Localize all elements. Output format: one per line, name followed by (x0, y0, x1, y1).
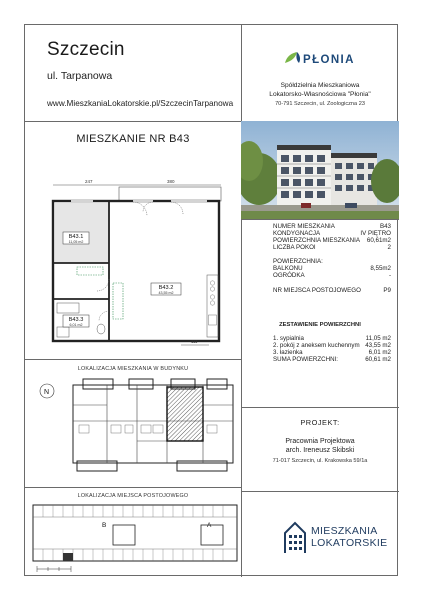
info-value-balkon: 8,55m2 (370, 265, 391, 272)
summary-label-2: 2. pokój z aneksem kuchennym (273, 342, 360, 349)
info-label-numer: NUMER MIESZKANIA (273, 223, 335, 230)
room-area-sypialnia: 11,05 m2 (68, 240, 84, 244)
floor-plan (41, 179, 231, 349)
caption-parking: LOKALIZACJA MIEJSCA POSTOJOWEGO (77, 493, 189, 499)
logo-text: PŁONIA (303, 54, 355, 66)
info-value-powierzchnia: 60,61m2 (366, 237, 391, 244)
info-label-kondygnacja: KONDYGNACJA (273, 230, 321, 237)
summary-label-total: SUMA POWIERZCHNI: (273, 356, 338, 363)
room-area-lazienka: 6,01 m2 (69, 323, 83, 327)
cooperative-name (241, 81, 399, 99)
project-firm-line1: Pracownia Projektowa (285, 438, 355, 445)
brand-line2: LOKATORSKIE (311, 537, 388, 549)
cooperative-address: 70-791 Szczecin, ul. Zoologiczna 23 (275, 101, 365, 107)
document-sheet (24, 24, 398, 576)
info-value-pokoje: 2 (387, 244, 391, 251)
divider-left-building (25, 359, 241, 360)
building-location-plan (37, 375, 237, 477)
brand-line1: MIESZKANIA (311, 525, 378, 537)
parking-core-a: A (207, 522, 212, 529)
project-firm (241, 437, 399, 455)
highlighted-parking-space (63, 553, 73, 561)
cooperative-name-line2: Lokatorsko-Własnościowa "Płonia" (269, 91, 371, 98)
cooperative-logo (247, 49, 387, 74)
summary-value-2: 43,55 m2 (365, 342, 391, 349)
balcony-outline (119, 187, 221, 201)
project-title: PROJEKT: (300, 418, 340, 427)
info-label-powierzchnia: POWIERZCHNIA MIESZKANIA (273, 237, 360, 244)
highlighted-apartment (167, 387, 203, 441)
info-value-kondygnacja: IV PIĘTRO (360, 230, 391, 237)
divider-left-parking (25, 487, 241, 488)
parking-location-plan (31, 503, 239, 573)
summary-value-1: 11,05 m2 (365, 335, 391, 342)
summary-label-3: 3. łazienka (273, 349, 303, 356)
dim-bottom: 111 (191, 339, 198, 344)
cooperative-name-line1: Spółdzielnia Mieszkaniowa (280, 82, 360, 89)
city-title: Szczecin (47, 39, 125, 60)
project-firm-line2: arch. Ireneusz Skibski (285, 447, 355, 454)
dim-top-right: 380 (167, 179, 175, 184)
website-link[interactable]: www.MieszkaniaLokatorskie.pl/SzczecinTarpanowa (47, 99, 234, 108)
info-label-balkon: BALKONU (273, 265, 303, 272)
compass-label: N (44, 389, 50, 396)
dim-top-left: 247 (85, 179, 93, 184)
divider-vertical (241, 25, 242, 577)
summary-value-3: 6,01 m2 (368, 349, 391, 356)
building-photo (241, 121, 399, 219)
info-label-parking: NR MIEJSCA POSTOJOWEGO (273, 287, 361, 294)
street-name: ul. Tarpanowa (47, 70, 113, 82)
info-label-ogrodek: OGRÓDKA (273, 272, 305, 279)
leaf-logo-icon (247, 49, 387, 69)
room-label-pokoj: B43.2 (158, 285, 174, 291)
mieszkania-lokatorskie-logo-icon (283, 521, 307, 555)
room-label-lazienka: B43.3 (68, 317, 84, 323)
brand-name (311, 525, 387, 549)
summary-label-1: 1. sypialnia (273, 335, 304, 342)
divider-right-photo (241, 219, 399, 220)
summary-title: ZESTAWIENIE POWIERZCHNI (279, 322, 361, 328)
apartment-title: MIESZKANIE NR B43 (76, 133, 190, 145)
parking-core-b: B (102, 522, 107, 529)
summary-value-total: 60,61 m2 (365, 356, 391, 363)
info-value-parking: P9 (383, 287, 391, 294)
divider-right-project (241, 407, 399, 408)
info-value-ogrodek: - (388, 272, 391, 279)
caption-building: LOKALIZACJA MIESZKANIA W BUDYNKU (77, 366, 189, 372)
divider-right-brand (241, 491, 399, 492)
info-label-surface: POWIERZCHNIA: (273, 258, 323, 265)
info-value-numer: B43 (379, 223, 391, 230)
room-area-pokoj: 43,55 m2 (158, 291, 174, 295)
info-label-pokoje: LICZBA POKOI (273, 244, 316, 251)
room-label-sypialnia: B43.1 (68, 234, 84, 240)
project-address: 71-017 Szczecin, ul. Krakowska 59/1a (272, 458, 368, 464)
